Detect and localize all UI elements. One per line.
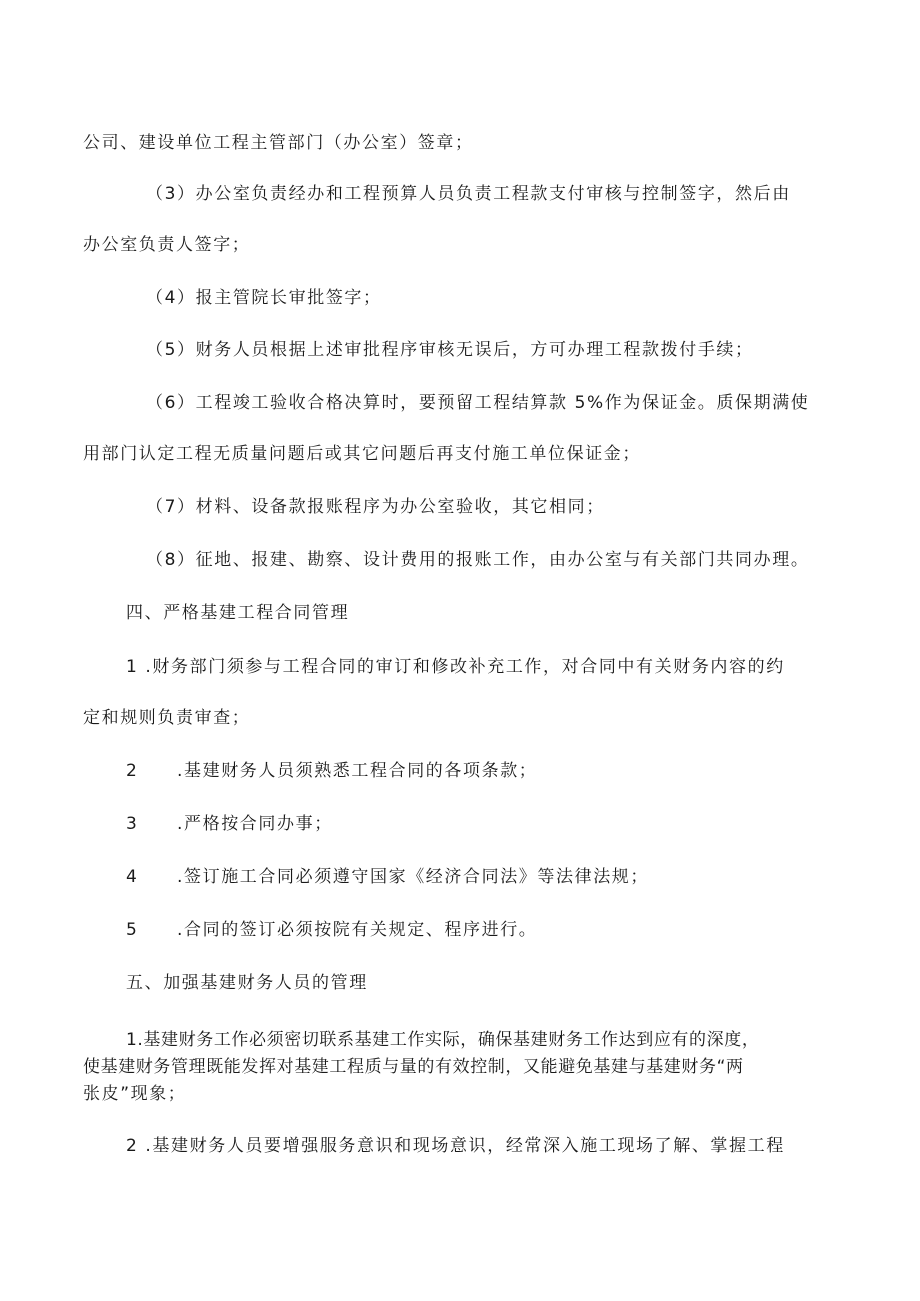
list-item: .严格按合同办事；	[177, 814, 333, 834]
list-item: .合同的签订必须按院有关规定、程序进行。	[177, 920, 538, 940]
paragraph-line: 公司、建设单位工程主管部门（办公室）签章；	[83, 133, 474, 153]
paragraph-line: 张皮”现象；	[83, 1084, 187, 1104]
list-number: 5	[126, 920, 137, 940]
paragraph-line: （4）报主管院长审批签字；	[146, 288, 382, 308]
list-number: 2	[126, 761, 137, 781]
paragraph-line: （5）财务人员根据上述审批程序审核无误后，方可办理工程款拨付手续；	[146, 340, 754, 360]
section-heading: 五、加强基建财务人员的管理	[126, 973, 368, 993]
paragraph-line: 办公室负责人签字；	[83, 235, 251, 255]
paragraph-line: 用部门认定工程无质量问题后或其它问题后再支付施工单位保证金；	[83, 444, 641, 464]
paragraph-line: 使基建财务管理既能发挥对基建工程质与量的有效控制，又能避免基建与基建财务“两	[83, 1057, 744, 1077]
paragraph-line: （3）办公室负责经办和工程预算人员负责工程款支付审核与控制签字，然后由	[146, 184, 791, 204]
paragraph-line: 1 .财务部门须参与工程合同的审订和修改补充工作，对合同中有关财务内容的约	[126, 657, 785, 677]
paragraph-line: （7）材料、设备款报账程序为办公室验收，其它相同；	[146, 497, 605, 517]
list-number: 3	[126, 814, 137, 834]
list-item: .基建财务人员须熟悉工程合同的各项条款；	[177, 761, 538, 781]
section-heading: 四、严格基建工程合同管理	[126, 603, 350, 623]
paragraph-line: （6）工程竣工验收合格决算时，要预留工程结算款 5%作为保证金。质保期满使	[146, 393, 810, 413]
paragraph-line: 定和规则负责审查；	[83, 708, 251, 728]
list-item: .签订施工合同必须遵守国家《经济合同法》等法律法规；	[177, 867, 650, 887]
paragraph-line: 2 .基建财务人员要增强服务意识和现场意识，经常深入施工现场了解、掌握工程	[126, 1136, 785, 1156]
paragraph-line: 1.基建财务工作必须密切联系基建工作实际，确保基建财务工作达到应有的深度，	[126, 1030, 760, 1050]
list-number: 4	[126, 867, 137, 887]
paragraph-line: （8）征地、报建、勘察、设计费用的报账工作，由办公室与有关部门共同办理。	[146, 550, 810, 570]
